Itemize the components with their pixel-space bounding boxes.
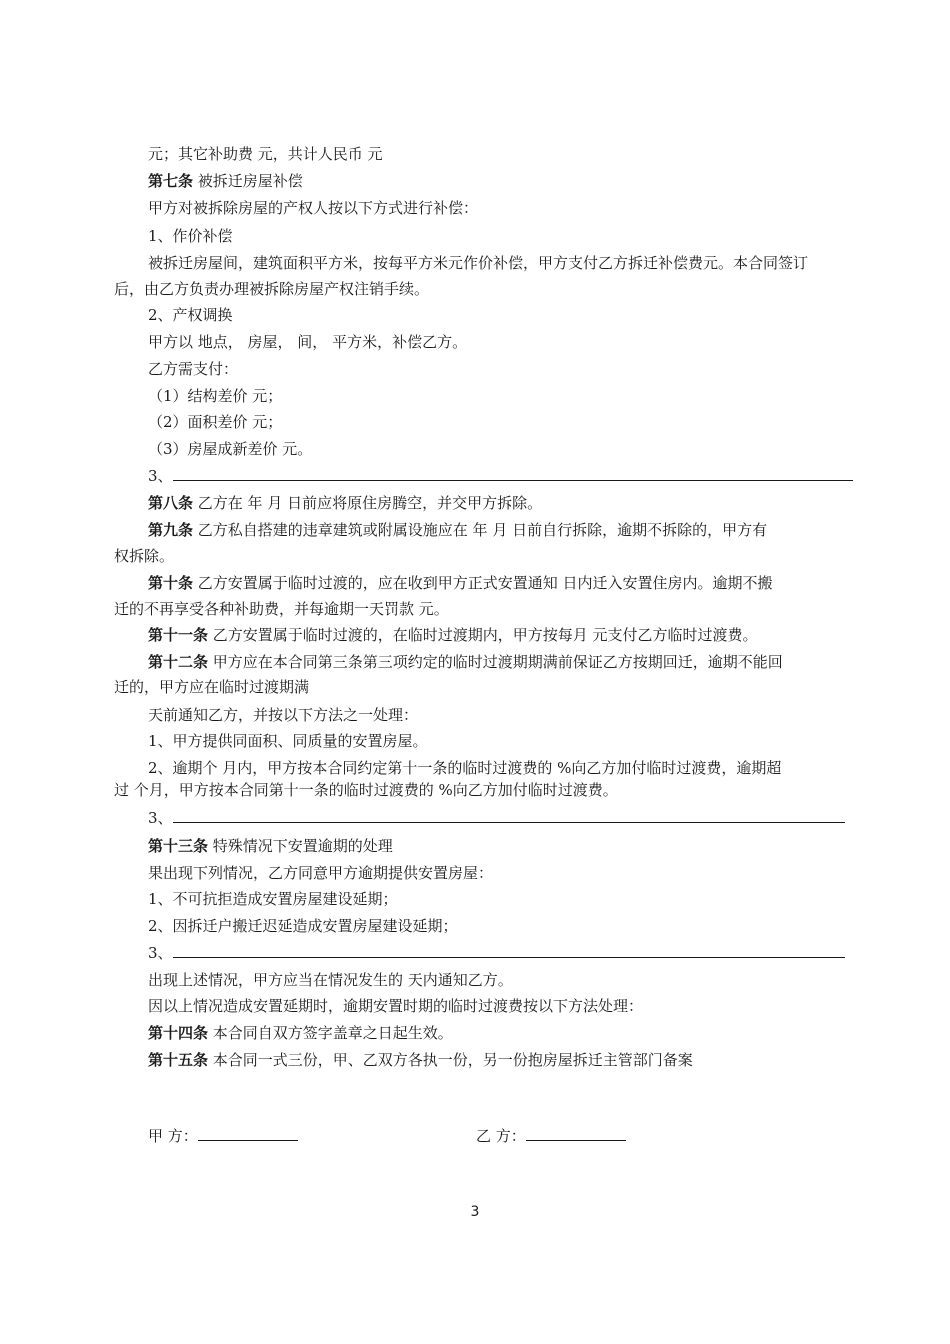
text-line: 乙方需支付： [148, 360, 239, 378]
article-8 [148, 493, 542, 513]
blank-item [148, 808, 845, 828]
text-line: 迁的不再享受各种补助费，并每逾期一天罚款 元。 [114, 600, 449, 618]
article-title: 第十五条 [148, 1051, 209, 1069]
text-line: 1、不可抗拒造成安置房屋建设延期； [148, 890, 398, 908]
text-line: 后，由乙方负责办理被拆除房屋产权注销手续。 [114, 280, 430, 298]
signature-party-a [148, 1126, 298, 1146]
article-title: 第七条 [148, 172, 194, 190]
text-line: 甲方对被拆除房屋的产权人按以下方式进行补偿： [148, 199, 479, 217]
blank-item [148, 943, 845, 963]
article-text: 本合同自双方签字盖章之日起生效。 [208, 1024, 453, 1042]
article-text: 乙方安置属于临时过渡的，在临时过渡期内，甲方按每月 元支付乙方临时过渡费。 [208, 626, 758, 644]
article-13 [148, 836, 393, 856]
text-line: 元；其它补助费 元，共计人民币 元 [148, 145, 383, 163]
article-text: 特殊情况下安置逾期的处理 [208, 837, 393, 855]
text-line: 被拆迁房屋间，建筑面积平方米，按每平方米元作价补偿，甲方支付乙方拆迁补偿费元。本合同签订 [148, 254, 809, 272]
article-14 [148, 1023, 453, 1043]
blank-item [148, 466, 853, 486]
article-text: 乙方私自搭建的违章建筑或附属设施应在 年 月 日前自行拆除，逾期不拆除的，甲方有 [193, 521, 768, 539]
article-15 [148, 1050, 693, 1070]
blank-rule [173, 945, 845, 958]
signature-line [526, 1128, 626, 1141]
blank-rule [173, 810, 845, 823]
article-12 [148, 652, 783, 672]
article-title: 第十二条 [148, 653, 209, 671]
text-line: 2、产权调换 [148, 306, 233, 324]
text-line: （1）结构差价 元； [148, 387, 283, 405]
text-line: （3）房屋成新差价 元。 [148, 440, 313, 458]
text-line: 出现上述情况，甲方应当在情况发生的 天内通知乙方。 [148, 971, 513, 989]
text-line: （2）面积差价 元； [148, 413, 283, 431]
article-text: 甲方应在本合同第三条第三项约定的临时过渡期期满前保证乙方按期回迁，逾期不能回 [208, 653, 783, 671]
article-10 [148, 573, 773, 593]
text-line: 过 个月，甲方按本合同第十一条的临时过渡费的 %向乙方加付临时过渡费。 [114, 781, 618, 799]
signature-line [198, 1128, 298, 1141]
text-line: 天前通知乙方，并按以下方法之一处理： [148, 706, 419, 724]
signature-label: 甲 方： [148, 1127, 198, 1145]
article-title: 第九条 [148, 521, 194, 539]
item-number: 3、 [148, 467, 173, 485]
text-line: 因以上情况造成安置延期时，逾期安置时期的临时过渡费按以下方法处理： [148, 997, 644, 1015]
signature-label: 乙 方： [476, 1127, 526, 1145]
article-title: 第十条 [148, 574, 194, 592]
article-title: 第十一条 [148, 626, 209, 644]
text-line: 果出现下列情况，乙方同意甲方逾期提供安置房屋： [148, 864, 494, 882]
item-number: 3、 [148, 809, 173, 827]
text-line: 2、因拆迁户搬迁迟延造成安置房屋建设延期； [148, 917, 458, 935]
article-title: 第十四条 [148, 1024, 209, 1042]
text-line: 2、逾期个 月内，甲方按本合同约定第十一条的临时过渡费的 %向乙方加付临时过渡费，逾期超 [148, 759, 782, 777]
page-number: 3 [470, 1204, 480, 1220]
article-text: 被拆迁房屋补偿 [193, 172, 303, 190]
signature-party-b [476, 1126, 626, 1146]
article-11 [148, 625, 758, 645]
text-line: 1、甲方提供同面积、同质量的安置房屋。 [148, 732, 428, 750]
article-text: 乙方安置属于临时过渡的，应在收到甲方正式安置通知 日内迁入安置住房内。逾期不搬 [193, 574, 773, 592]
blank-rule [173, 468, 853, 481]
text-line: 权拆除。 [114, 547, 175, 565]
article-7 [148, 171, 303, 191]
text-line: 甲方以 地点， 房屋， 间， 平方米，补偿乙方。 [148, 333, 468, 351]
article-9 [148, 520, 767, 540]
article-title: 第八条 [148, 494, 194, 512]
text-line: 1、作价补偿 [148, 227, 233, 245]
article-title: 第十三条 [148, 837, 209, 855]
item-number: 3、 [148, 944, 173, 962]
article-text: 本合同一式三份，甲、乙双方各执一份，另一份抱房屋拆迁主管部门备案 [208, 1051, 693, 1069]
text-line: 迁的，甲方应在临时过渡期满 [114, 678, 310, 696]
article-text: 乙方在 年 月 日前应将原住房腾空，并交甲方拆除。 [193, 494, 543, 512]
